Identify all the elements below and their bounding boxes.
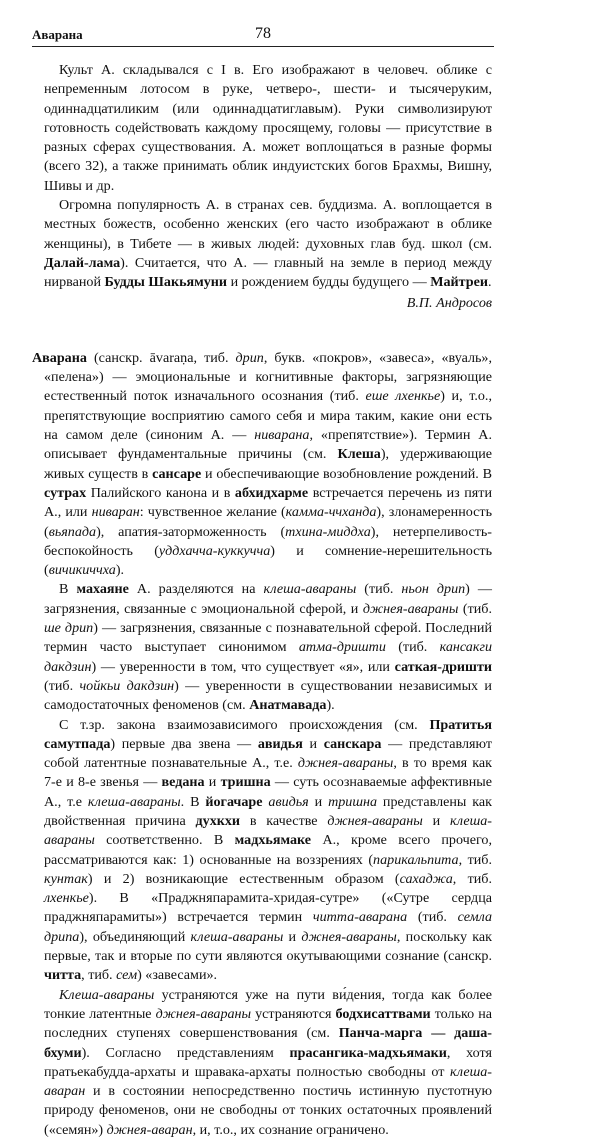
text-run: , букв. «покров», «завеса», «вуаль», «пелена») — эмоциональные и когнитивные факторы, загрязняющие естественный поток изначального осознания (тиб.: [44, 349, 492, 405]
text-run: (тиб.: [407, 909, 458, 926]
cross-reference-term: Клеша: [337, 446, 381, 463]
foreign-term: тришна: [328, 793, 378, 810]
foreign-term: семла дрипа: [44, 909, 492, 945]
text-run: ) и 2) возникающие естественным образом (: [87, 870, 400, 887]
foreign-term: джнея-авараны: [301, 928, 397, 945]
text-run: ), нетерпеливость-беспокойность (: [44, 523, 492, 559]
cross-reference-term: абхидхарме: [234, 484, 309, 501]
text-run: и рождением будды будущего —: [227, 274, 431, 291]
cross-reference-term: Анатмавада: [249, 697, 327, 714]
foreign-term: вьяпада: [48, 523, 97, 540]
text-run: , и, т.о., их сознание ограничено.: [192, 1121, 389, 1138]
cross-reference-term: махаяне: [76, 581, 129, 598]
text-run: ) и сомнение-нерешительность (: [44, 542, 492, 579]
text-run: ) — уверенности в том, что существует «я», или: [91, 658, 395, 675]
foreign-term: клеша-авараны: [87, 793, 181, 810]
text-run: соответственно. В: [94, 832, 235, 849]
text-run: Культ А. складывался с I в. Его изображают в человеч. облике с непременным лотосом в руке, четверо-, шести- и тысячеруким, одиннадцатиликим (или одиннадцатиглавым). Руки символизируют готовность содействовать каждому просящему, головы — присутствие в разных сферах существования. А. может воплощаться в разные формы (всего 32), а также принимать облик индуистских богов Брахмы, Вишну, Шивы и др.: [44, 62, 492, 194]
foreign-term: джнея-авараны: [362, 600, 459, 617]
text-run: : чувственное желание (: [139, 504, 286, 521]
foreign-term: клеша-авараны: [190, 928, 284, 945]
page-header: [32, 24, 494, 47]
foreign-term: кунтак: [44, 870, 88, 887]
text-run: ) «завесами».: [137, 967, 218, 984]
text-run: , «препятствие»). Термин А. описывает фундаментальные причины (см.: [44, 427, 492, 463]
paragraph: [44, 716, 492, 986]
foreign-term: сахаджа: [399, 870, 453, 887]
cross-reference-term: йогачаре: [205, 793, 263, 810]
text-run: ), удерживающие живых существ в: [44, 446, 492, 482]
text-run: ), злонамеренность (: [44, 504, 492, 540]
paragraph: [44, 986, 492, 1140]
text-run: встречается перечень из пяти А., или: [44, 484, 492, 521]
text-run: Огромна популярность А. в странах сев. буддизма. А. воплощается в местных божеств, особенно женских (его часто изображают в облике женщины), в Тибете — в живых людей: духовных глав буд. школ (см.: [44, 197, 492, 252]
entry-first-paragraph: [32, 349, 492, 581]
text-run: ).: [326, 697, 335, 714]
text-run: и: [204, 774, 221, 791]
text-run: (тиб.: [458, 600, 492, 617]
foreign-term: клеша-авараны: [263, 581, 357, 598]
text-run: А., кроме всего прочего, рассматриваются как: 1) основанные на воззрениях (: [44, 832, 492, 868]
cross-reference-term: духкхи: [195, 812, 241, 829]
text-run: , в то время как 7-е и 8-е звенья —: [44, 755, 492, 791]
entry-headword: Аварана: [32, 349, 87, 366]
text-run: устраняются: [251, 1005, 336, 1022]
cross-reference-term: Майтреи: [430, 274, 488, 291]
text-run: ), объединяющий: [79, 928, 191, 945]
text-run: представлены как двойственная причина: [44, 793, 492, 829]
text-run: — представляют собой латентные познавательные А., т.е.: [44, 735, 492, 772]
text-run: , тиб.: [81, 967, 117, 984]
text-run: ).: [115, 562, 125, 579]
cross-reference-term: саткая-дришти: [394, 658, 492, 675]
cross-reference-term: ведана: [161, 774, 205, 791]
cross-reference-term: прасангика-мадхьямаки: [289, 1044, 447, 1061]
text-run: и в состоянии непосредственно постичь истинную пустотную природу феноменов, они не свободны от тонких остаточных проявлений («семян»): [44, 1083, 492, 1138]
paragraph: [44, 61, 492, 196]
cross-reference-term: Будды Шакьямуни: [104, 274, 228, 291]
text-run: ). Согласно представлениям: [81, 1044, 290, 1061]
foreign-term: Клеша-авараны: [59, 986, 155, 1003]
paragraph: [44, 580, 492, 715]
text-run: ) первые два звена —: [110, 735, 258, 752]
foreign-term: джнея-аваран: [106, 1121, 193, 1138]
text-run: В: [59, 581, 77, 598]
text-run: , тиб.: [458, 851, 492, 868]
cross-reference-term: авидья: [257, 735, 303, 752]
cross-reference-term: бодхисаттвами: [335, 1005, 431, 1022]
foreign-term: ниваран: [91, 504, 140, 521]
foreign-term: ньон дрип: [401, 581, 466, 598]
text-run: устраняются уже на пути ви́дения, тогда как более тонкие латентные: [44, 986, 492, 1022]
foreign-term: клеша-аваран: [44, 1063, 492, 1100]
text-run: и: [422, 812, 450, 829]
text-run: в качестве: [240, 812, 328, 829]
text-run: ) — загрязнения, связанные с познавательной сферой. Последний термин часто выступает синонимом: [44, 620, 492, 656]
text-run: А. разделяются на: [128, 581, 264, 598]
text-run: .: [487, 274, 492, 291]
text-run: и: [283, 928, 302, 945]
text-run: только на последних ступенях совершенствования (см.: [44, 1005, 493, 1042]
text-run: , поскольку как первые, так и вторые по сути являются окутывающими сознание (санскр.: [44, 928, 492, 965]
page-number: 78: [255, 25, 271, 42]
foreign-term: ше дрип: [44, 620, 94, 637]
foreign-term: джнея-авараны: [327, 812, 423, 829]
cross-reference-term: Далай-лама: [44, 254, 121, 271]
paragraph: [44, 196, 492, 292]
text-run: ) и, т.о., препятствующие восприятию самого себя и мира таким, какие они есть на самом деле (синоним А. —: [44, 388, 492, 444]
foreign-term: камма-ччханда: [285, 504, 377, 521]
foreign-term: лхенкье: [44, 890, 89, 907]
text-run: Палийского канона и в: [86, 484, 235, 501]
cross-reference-term: Панча-марга — даша-бхуми: [44, 1025, 492, 1061]
cross-reference-term: читта: [44, 967, 82, 984]
author-signature: В.П. Андросов: [406, 294, 492, 311]
previous-entry-continuation: [44, 61, 492, 313]
foreign-term: еше лхенкье: [365, 388, 441, 405]
foreign-term: сем: [116, 967, 138, 984]
cross-reference-term: тришна: [220, 774, 271, 791]
foreign-term: дрип: [235, 349, 264, 366]
foreign-term: джнея-авараны: [155, 1005, 252, 1022]
cross-reference-term: санскара: [323, 735, 382, 752]
foreign-term: клеша-авараны: [44, 812, 492, 849]
text-run: . В: [180, 793, 206, 810]
text-run: ) — загрязнения, связанные с эмоциональной сферой, и: [44, 581, 492, 617]
text-run: ), апатия-заторможенность (: [96, 523, 286, 540]
text-run: ). Считается, что А. — главный на земле в период между нирваной: [44, 254, 492, 291]
cross-reference-term: сансаре: [152, 465, 202, 482]
text-run: (санскр. āvaraṇa, тиб.: [86, 349, 236, 366]
text-run: и обеспечивающие возобновление рождений. В: [201, 465, 492, 482]
running-title: Аварана: [32, 27, 83, 42]
foreign-term: кансакги дакдзин: [44, 639, 492, 675]
text-run: (тиб.: [385, 639, 440, 656]
cross-reference-term: мадхьямаке: [234, 832, 312, 849]
foreign-term: чойкьи дакдзин: [79, 677, 175, 694]
foreign-term: ниварана: [254, 427, 310, 444]
text-run: С т.зр. закона взаимозависимого происхождения (см.: [59, 716, 430, 733]
entry-separator: [44, 313, 492, 349]
page-body: [32, 61, 493, 1140]
foreign-term: уддхачча-куккучча: [158, 542, 271, 559]
text-run: ). В «Праджняпарамита-хридая-сутре» («Сутре сердца праджняпарамиты») встречается термин: [44, 890, 492, 926]
foreign-term: авидья: [268, 793, 309, 810]
foreign-term: атма-дришти: [298, 639, 386, 656]
entry-definition: [44, 350, 492, 578]
cross-reference-term: сутрах: [44, 484, 87, 501]
text-run: — суть осознаваемые аффективные А., т.е: [44, 774, 493, 810]
foreign-term: парикальпита: [373, 851, 459, 868]
text-run: , тиб.: [452, 870, 492, 887]
foreign-term: джнея-авараны: [297, 755, 394, 772]
text-run: и: [302, 735, 324, 752]
dictionary-entry: [32, 349, 492, 1140]
text-run: ) — уверенности в существовании независимых и самодостаточных феноменов (см.: [44, 677, 492, 714]
foreign-term: читта-аварана: [312, 909, 408, 926]
cross-reference-term: Пратитья самутпада: [44, 716, 492, 752]
text-run: (тиб.: [44, 677, 80, 694]
foreign-term: тхина-миддха: [285, 523, 371, 540]
foreign-term: вичикиччха: [48, 562, 116, 579]
text-run: (тиб.: [356, 581, 402, 598]
text-run: , хотя пратьекабудда-архаты и шравака-архаты полностью свободны от: [44, 1044, 492, 1080]
text-run: и: [308, 793, 329, 810]
